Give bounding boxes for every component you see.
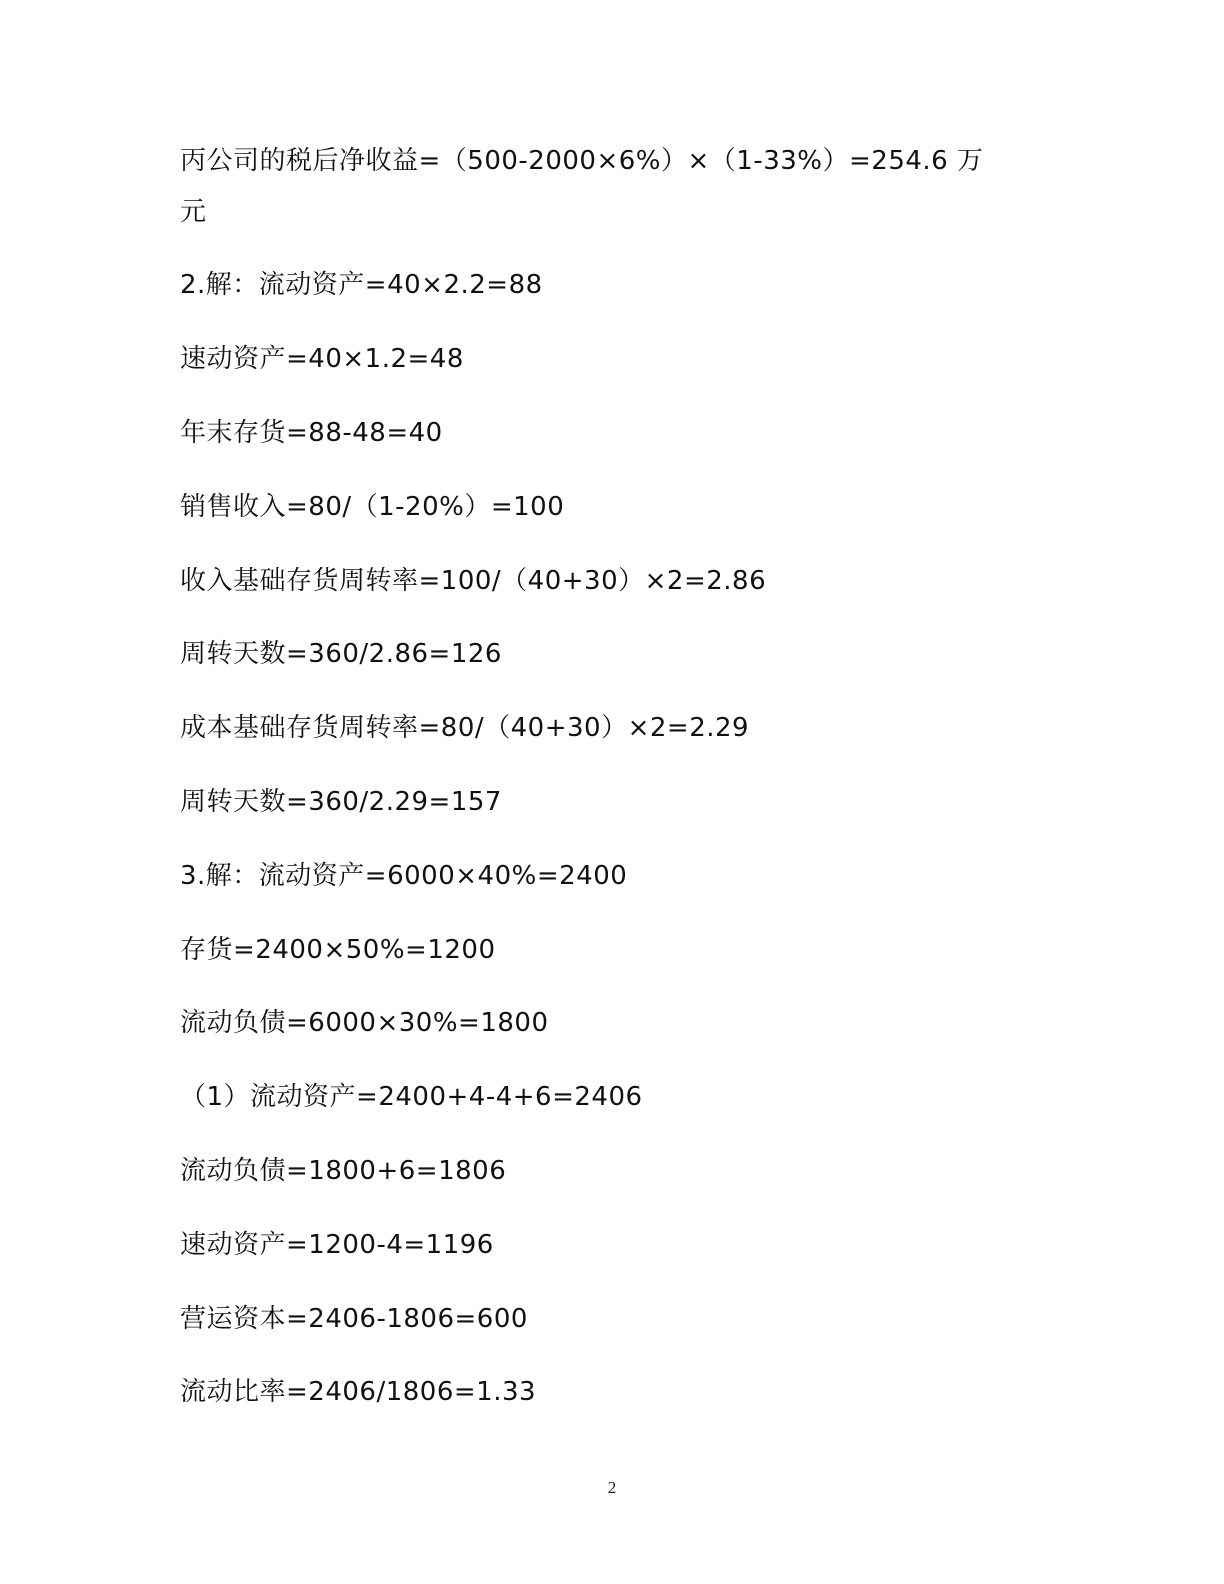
- text-line: 流动比率=2406/1806=1.33: [180, 1377, 537, 1407]
- text-line: 周转天数=360/2.86=126: [180, 639, 502, 669]
- text-line: 销售收入=80/（1-20%）=100: [180, 492, 565, 522]
- text-line: 3.解：流动资产=6000×40%=2400: [180, 861, 628, 891]
- text-line: 速动资产=1200-4=1196: [180, 1230, 494, 1260]
- text-line: 速动资产=40×1.2=48: [180, 344, 464, 374]
- text-line: 营运资本=2406-1806=600: [180, 1304, 528, 1334]
- text-line: 2.解：流动资产=40×2.2=88: [180, 270, 543, 300]
- text-line: （1）流动资产=2400+4-4+6=2406: [180, 1082, 643, 1112]
- text-line: 丙公司的税后净收益=（500-2000×6%）×（1-33%）=254.6 万: [180, 146, 984, 176]
- text-line: 收入基础存货周转率=100/（40+30）×2=2.86: [180, 566, 767, 596]
- text-line: 年末存货=88-48=40: [180, 418, 443, 448]
- text-line: 元: [180, 197, 207, 227]
- text-line: 流动负债=6000×30%=1800: [180, 1008, 549, 1038]
- page-number: 2: [607, 1478, 617, 1497]
- text-line: 周转天数=360/2.29=157: [180, 787, 502, 817]
- text-line: 成本基础存货周转率=80/（40+30）×2=2.29: [180, 713, 750, 743]
- text-line: 存货=2400×50%=1200: [180, 935, 496, 965]
- text-line: 流动负债=1800+6=1806: [180, 1156, 507, 1186]
